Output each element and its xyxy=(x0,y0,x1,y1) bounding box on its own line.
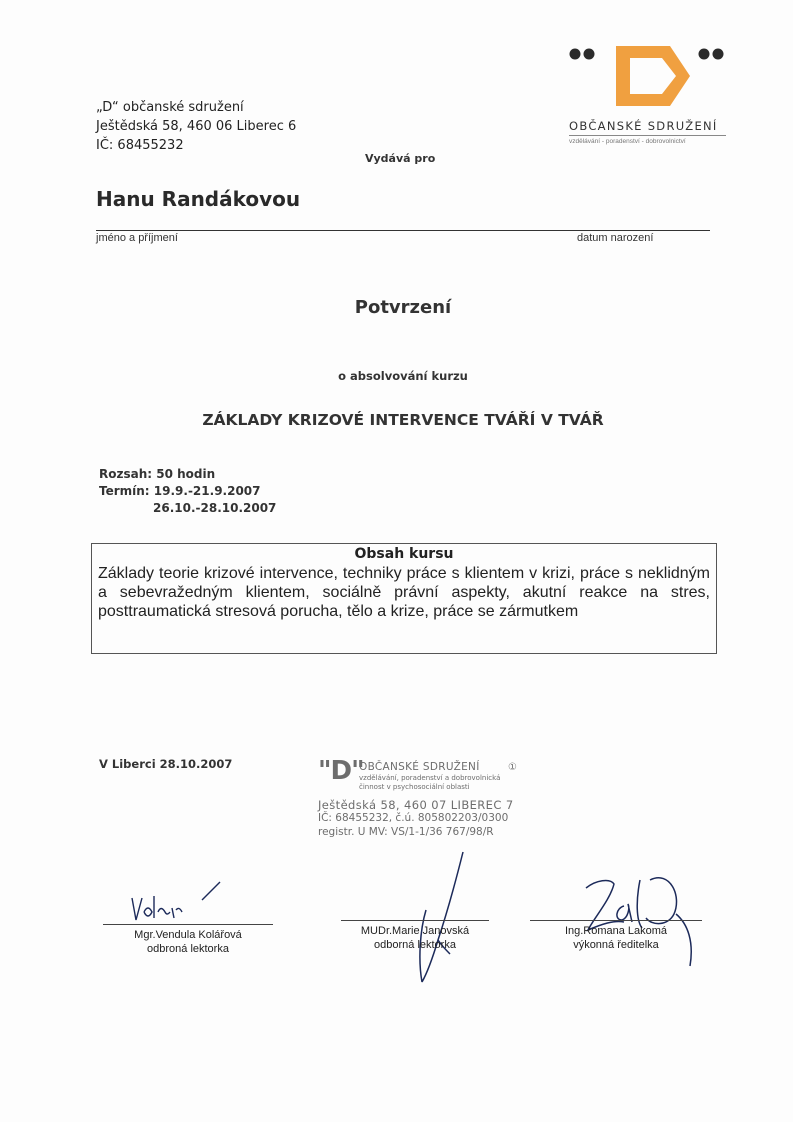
recipient-line xyxy=(96,230,710,231)
recipient-name-label: jméno a příjmení xyxy=(96,232,178,244)
logo-divider xyxy=(569,135,726,136)
stamp-ico: IČ: 68455232, č.ú. 805802203/0300 xyxy=(318,812,509,824)
issuer-name: „D“ občanské sdružení xyxy=(96,100,244,115)
signatory-1-name: Mgr.Vendula Kolářová xyxy=(134,929,242,941)
signatory-1-role: odbroná lektorka xyxy=(147,943,229,955)
course-name: ZÁKLADY KRIZOVÉ INTERVENCE TVÁŘÍ V TVÁŘ xyxy=(202,411,604,429)
logo-tagline: vzdělávání - poradenství - dobrovolnictví xyxy=(569,138,686,145)
issuer-block xyxy=(96,98,296,155)
course-content-box xyxy=(91,543,717,654)
logo-d-icon xyxy=(616,46,690,106)
signature-line-1 xyxy=(103,924,273,925)
stamp-registration: registr. U MV: VS/1-1/36 767/98/R xyxy=(318,826,494,838)
issued-for-label: Vydává pro xyxy=(365,152,436,165)
signature-kolarova-icon xyxy=(128,878,228,928)
signature-line-2 xyxy=(341,920,489,921)
logo-dot-icon xyxy=(584,49,595,60)
date-of-birth-label: datum narození xyxy=(577,232,654,244)
signature-line-3 xyxy=(530,920,702,921)
signatory-2 xyxy=(341,924,489,952)
issuer-address: Ještědská 58, 460 06 Liberec 6 xyxy=(96,119,297,134)
course-term-2: 26.10.-28.10.2007 xyxy=(153,501,277,515)
logo-dot-icon xyxy=(570,49,581,60)
logo-dot-icon xyxy=(713,49,724,60)
course-content-title: Obsah kursu xyxy=(354,546,454,562)
signatory-3-role: výkonná ředitelka xyxy=(573,939,659,951)
signatory-2-role: odborná lektorka xyxy=(374,939,456,951)
signatory-3 xyxy=(530,924,702,952)
signatory-1 xyxy=(103,928,273,956)
course-scope: Rozsah: 50 hodin xyxy=(99,467,216,481)
signature-janovska-icon xyxy=(408,850,468,986)
signatory-2-name: MUDr.Marie Janovská xyxy=(360,925,470,937)
issuer-ico: IČ: 68455232 xyxy=(96,138,184,153)
stamp-name: OBČANSKÉ SDRUŽENÍ xyxy=(359,761,480,773)
organization-stamp xyxy=(318,756,546,840)
stamp-description-1: vzdělávání, poradenství a dobrovolnická xyxy=(359,774,501,782)
stamp-circle-icon: ① xyxy=(508,762,517,773)
recipient-name: Hanu Randákovou xyxy=(96,187,301,211)
logo-name: OBČANSKÉ SDRUŽENÍ xyxy=(569,119,718,133)
signatory-3-name: Ing.Romana Lakomá xyxy=(564,925,668,937)
course-details xyxy=(99,466,276,517)
stamp-logo-letter: "D" xyxy=(318,756,364,786)
course-term-1: Termín: 19.9.-21.9.2007 xyxy=(99,484,261,498)
stamp-address: Ještědská 58, 460 07 LIBEREC 7 xyxy=(318,798,514,812)
course-content-text: Základy teorie krizové intervence, techniky práce s klientem v krizi, práce s neklidným a sebevražedným klientem, sociálně právní aspekty, akutní reakce na stres, posttraumatická stresová porucha, tělo a krize, práce se zármutkem xyxy=(98,565,710,620)
place-and-date: V Liberci 28.10.2007 xyxy=(99,757,233,771)
stamp-description-2: činnost v psychosociální oblasti xyxy=(359,783,470,791)
logo-dot-icon xyxy=(699,49,710,60)
certificate-subtitle: o absolvování kurzu xyxy=(338,369,468,383)
certificate-title: Potvrzení xyxy=(354,297,452,318)
